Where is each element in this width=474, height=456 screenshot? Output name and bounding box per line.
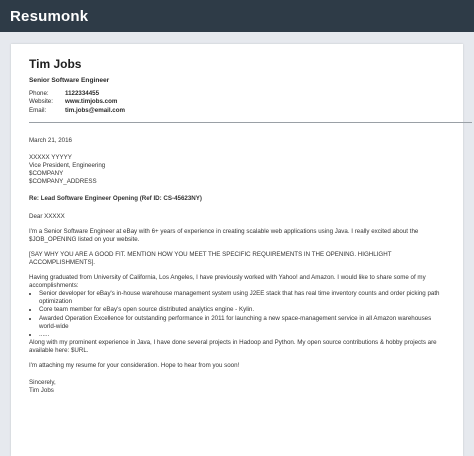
phone-label: Phone: <box>29 90 49 97</box>
letter-body <box>29 137 449 395</box>
list-item: • Senior developer for eBay's in-house warehouse management system using J2EE stack that has real time inventory counts and order picking path optimization <box>39 290 449 306</box>
paragraph: I'm a Senior Software Engineer at eBay with 6+ years of experience in creating scalable web applications using Java. I really excited about the $JOB_OPENING listed on your website. <box>29 227 419 243</box>
recipient-address: $COMPANY_ADDRESS <box>29 178 97 186</box>
letter-sheet <box>11 44 463 456</box>
recipient-title: Vice President, Engineering <box>29 162 106 170</box>
paragraph: Having graduated from University of California, Los Angeles, I have previously worked with Yahoo! and Amazon. I would like to share some of my accomplishments: <box>29 274 426 290</box>
paragraph: I'm attaching my resume for your consideration. Hope to hear from you soon! <box>29 361 240 369</box>
list-item: • ...... <box>39 331 449 339</box>
website-value: www.timjobs.com <box>65 98 118 106</box>
letter-date: March 21, 2016 <box>29 137 72 144</box>
website-label: Website: <box>29 98 53 106</box>
list-item: • Awarded Operation Excellence for outstanding performance in 2011 for launching a new space-management service in all Amazon warehouses world-wide <box>39 315 449 331</box>
contact-website-row <box>29 98 449 106</box>
top-navbar <box>0 0 474 32</box>
accomplishments-list <box>29 290 449 339</box>
contact-email-row <box>29 107 449 115</box>
contact-phone-row <box>29 90 449 98</box>
applicant-name: Tim Jobs <box>29 57 82 71</box>
letter-subject: Re: Lead Software Engineer Opening (Ref ID: CS-45623NY) <box>29 195 202 203</box>
email-label: Email: <box>29 106 47 114</box>
phone-value: 1122334455 <box>65 90 100 97</box>
recipient-name: XXXXX YYYYY <box>29 154 72 162</box>
salutation: Dear XXXXX <box>29 212 65 220</box>
paragraph: Along with my prominent experience in Java, I have done several projects in Hadoop and Python. My open source contributions & hobby projects are available here: $URL. <box>29 338 437 354</box>
letter-content <box>29 57 449 395</box>
recipient-company: $COMPANY <box>29 170 64 178</box>
header-divider <box>29 122 472 123</box>
email-value: tim.jobs@email.com <box>65 106 126 114</box>
brand-logo[interactable]: Resumonk <box>10 7 89 25</box>
signature: Tim Jobs <box>29 387 54 395</box>
applicant-job-title: Senior Software Engineer <box>29 77 110 84</box>
paragraph: [SAY WHY YOU ARE A GOOD FIT. MENTION HOW YOU MEET THE SPECIFIC REQUIREMENTS IN THE OPENING. HIGHLIGHT ACCOMPLISHMENTS]. <box>29 250 392 266</box>
list-item: • Core team member for eBay's open source distributed analytics engine - Kylin. <box>39 306 449 314</box>
sign-off: Sincerely, <box>29 379 56 387</box>
